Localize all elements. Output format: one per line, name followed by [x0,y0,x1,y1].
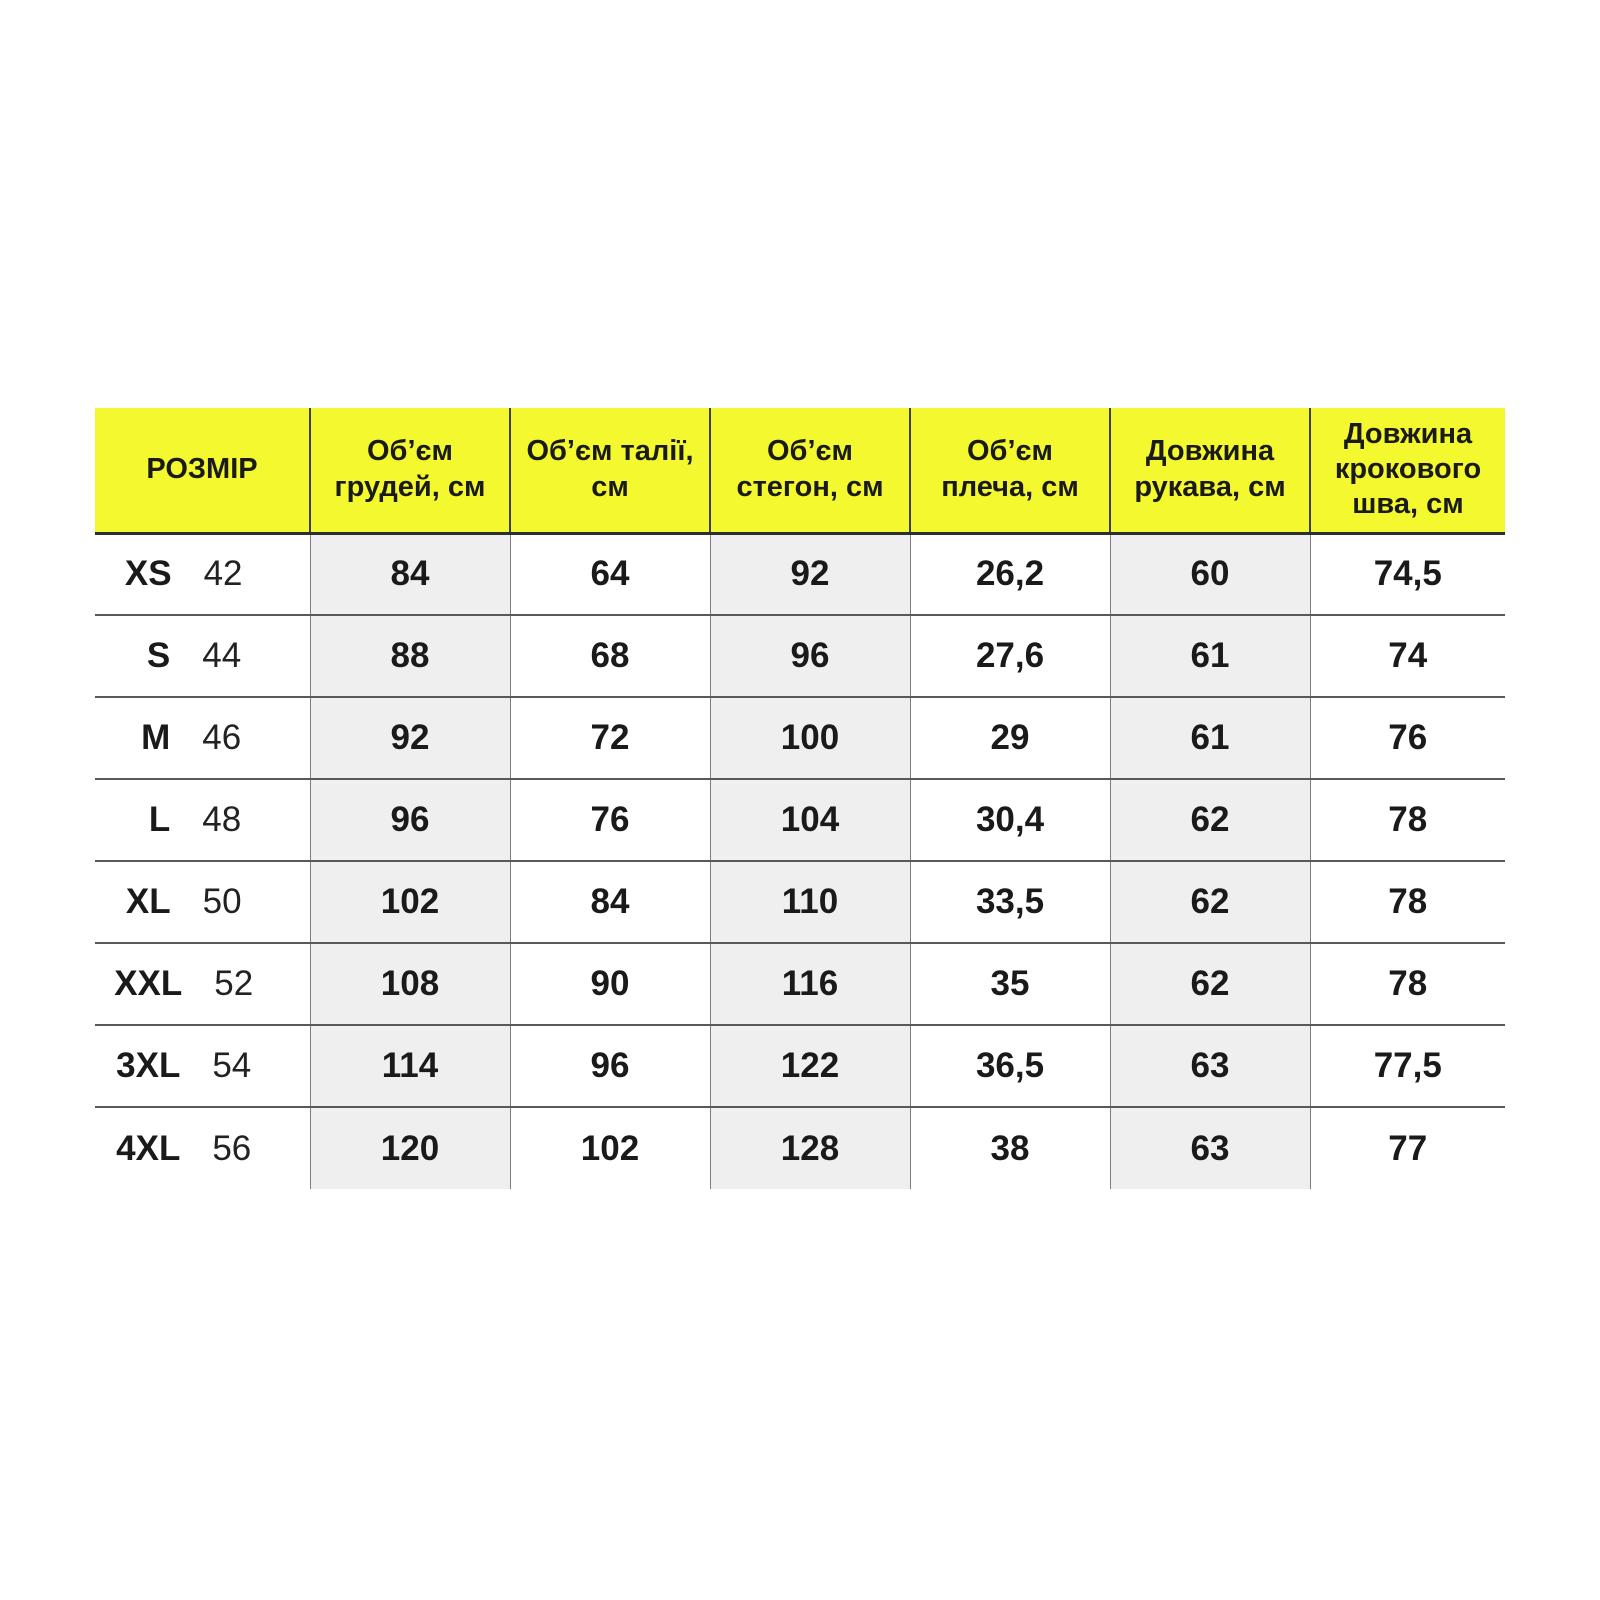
cell-inseam-length: 77 [1310,1107,1505,1189]
cell-shoulder: 38 [910,1107,1110,1189]
size-number: 52 [214,964,254,1003]
table-row-m [95,697,1505,779]
cell-shoulder: 33,5 [910,861,1110,943]
cell-inseam-length: 78 [1310,779,1505,861]
size-number: 46 [202,718,242,757]
size-cell [95,533,310,615]
cell-sleeve-length: 62 [1110,943,1310,1025]
cell-waist: 76 [510,779,710,861]
table-row-3xl [95,1025,1505,1107]
cell-sleeve-length: 60 [1110,533,1310,615]
header-waist: Об’єм талії, см [510,408,710,533]
table-row-xs [95,533,1505,615]
cell-hips: 104 [710,779,910,861]
cell-hips: 116 [710,943,910,1025]
cell-chest: 102 [310,861,510,943]
cell-hips: 92 [710,533,910,615]
header-shoulder: Об’єм плеча, см [910,408,1110,533]
table-row-l [95,779,1505,861]
cell-hips: 122 [710,1025,910,1107]
cell-inseam-length: 74 [1310,615,1505,697]
size-number: 50 [202,882,242,921]
cell-hips: 110 [710,861,910,943]
cell-sleeve-length: 62 [1110,779,1310,861]
header-chest: Об’єм грудей, см [310,408,510,533]
cell-sleeve-length: 63 [1110,1025,1310,1107]
cell-chest: 92 [310,697,510,779]
table-header [95,408,1505,533]
cell-inseam-length: 77,5 [1310,1025,1505,1107]
cell-chest: 108 [310,943,510,1025]
cell-sleeve-length: 63 [1110,1107,1310,1189]
cell-shoulder: 30,4 [910,779,1110,861]
size-cell [95,861,310,943]
header-row [95,408,1505,533]
size-label: XL [125,882,171,921]
cell-chest: 114 [310,1025,510,1107]
table-row-s [95,615,1505,697]
size-label: XXL [114,964,183,1003]
cell-shoulder: 29 [910,697,1110,779]
size-number: 44 [202,636,242,675]
cell-sleeve-length: 62 [1110,861,1310,943]
header-hips: Об’єм стегон, см [710,408,910,533]
header-inseam-length: Довжина крокового шва, см [1310,408,1505,533]
cell-waist: 64 [510,533,710,615]
table-row-xl [95,861,1505,943]
size-label: 4XL [116,1128,181,1168]
cell-sleeve-length: 61 [1110,615,1310,697]
cell-inseam-length: 74,5 [1310,533,1505,615]
size-label: 3XL [116,1046,181,1085]
cell-shoulder: 27,6 [910,615,1110,697]
size-number: 56 [212,1128,252,1168]
table-row-xxl [95,943,1505,1025]
size-cell [95,1025,310,1107]
size-label: XS [124,554,172,594]
table-row-4xl [95,1107,1505,1189]
size-cell [95,615,310,697]
cell-hips: 100 [710,697,910,779]
size-cell [95,1107,310,1189]
cell-sleeve-length: 61 [1110,697,1310,779]
cell-inseam-length: 76 [1310,697,1505,779]
size-label: M [141,718,171,757]
cell-shoulder: 35 [910,943,1110,1025]
cell-waist: 96 [510,1025,710,1107]
header-size: РОЗМІР [95,408,310,533]
size-cell [95,943,310,1025]
cell-chest: 96 [310,779,510,861]
size-number: 54 [212,1046,252,1085]
size-cell [95,697,310,779]
size-number: 48 [202,800,242,839]
size-label: S [146,636,171,675]
size-number: 42 [203,554,243,594]
cell-chest: 88 [310,615,510,697]
cell-waist: 84 [510,861,710,943]
cell-inseam-length: 78 [1310,861,1505,943]
cell-inseam-length: 78 [1310,943,1505,1025]
cell-chest: 84 [310,533,510,615]
cell-chest: 120 [310,1107,510,1189]
size-cell [95,779,310,861]
cell-shoulder: 36,5 [910,1025,1110,1107]
size-chart-table [95,408,1505,1189]
header-sleeve-length: Довжина рукава, см [1110,408,1310,533]
cell-waist: 90 [510,943,710,1025]
size-label: L [148,800,171,839]
cell-waist: 68 [510,615,710,697]
cell-hips: 96 [710,615,910,697]
cell-shoulder: 26,2 [910,533,1110,615]
cell-hips: 128 [710,1107,910,1189]
cell-waist: 102 [510,1107,710,1189]
cell-waist: 72 [510,697,710,779]
table-body [95,533,1505,1189]
